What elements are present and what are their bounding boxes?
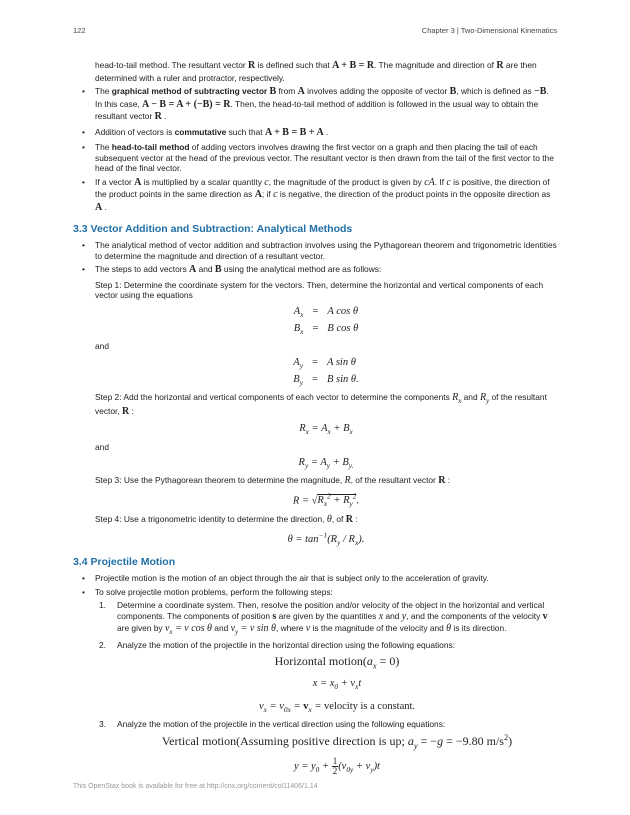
chapter-header: Chapter 3 | Two-Dimensional Kinematics [421, 26, 557, 35]
step-3: Step 3: Use the Pythagorean theorem to determine the magnitude, R, of the resultant vector R : [95, 475, 451, 487]
section-3-3-list [73, 240, 557, 547]
step-1: Step 1: Determine the coordinate system for the vectors. Then, determine the horizontal and vertical components of each vector using the equations [95, 279, 544, 301]
continuation-paragraph: head-to-tail method. The resultant vector R is defined such that A + B = R. The magnitude and direction of R are then determined with a ruler and protractor, respectively. [95, 60, 537, 83]
step-2: Step 2: Add the horizontal and vertical components of each vector to determine the components $R_x$ and $R_y$ of the resultant vector, R : [95, 392, 547, 417]
list-item: • The graphical method of subtracting vector B from A involves adding the opposite of vector B, which is defined as −B. In this case, A − B = A + (−B) = R. Then, the head-to-tail method of addition is followed in the usual way to obtain the resultant vector R . [73, 86, 557, 124]
section-heading-3-4: 3.4 Projectile Motion [73, 556, 176, 568]
equation-rx: $R_x = A_x + B_x$ [299, 423, 353, 437]
list-item: • Addition of vectors is commutative such that A + B = B + A . [73, 127, 557, 140]
page-content [73, 60, 557, 781]
list-item: 1. Determine a coordinate system. Then, resolve the position and/or velocity of the object in the horizontal and vertical components. The components of position s are given by the quantities x and y, and the components of the velocity v are given by $v_x = v$ cos θ and $v_y = v$ sin θ, where v is the magnitude of the velocity and θ is its direction. [99, 600, 548, 637]
list-item: • The head-to-tail method of adding vectors involves drawing the first vector on a graph and then placing the tail of each subsequent vector at the head of the previous vector. The resultant vector is then drawn from the tail of the first vector to the head of the final vector. [73, 142, 557, 174]
section-heading-3-3: 3.3 Vector Addition and Subtraction: Analytical Methods [73, 223, 353, 235]
equation-magnitude: $R = √R_x^2 + R_y^2$. [292, 491, 360, 509]
equation-components-x: $A_x$ = A cos θ $B_x$ = B cos θ [293, 305, 359, 336]
list-item: 3. Analyze the motion of the projectile in the vertical direction using the following equations: Vertical motion(Assuming positive direction is up; $a_y = -g = -9.80$ $m/s^2$) $y = y_0$ + $\frac{1}{2}$ $(v_{0y} + v_y)t$ [95, 719, 557, 776]
list-item: • To solve projectile motion problems, perform the following steps: 1. Determine a coordinate system. Then, resolve the position and/or velocity of the object in the horizontal and vertical components. The components of position s are given by the quantities x and y, and the components of the velocity v are given by $v_x = v$ cos θ and $v_y = v$ sin θ, where v is the magnitude of the velocity and θ is its direction. 2. Analyze the motion of the projectile in the horizontal direction using the following equations: Horizontal $motion(a_x = 0)$ $x = x_0 + v_xt$ $v_x = v_{0x} = v_x$ = velocity is a constant. 3. Analyze the motion of the projectile in the vertical direction using the following equations: Vertical motion(Assuming positive direction is up; $a_y = -g = -9.80$ $m/s^2$) $y = y_0$ + $\frac{1}{2}$ $(v_{0y} + v_y)t$ [73, 587, 557, 777]
equation-vertical-motion: Vertical motion(Assuming positive direction is up; $a_y = -g = -9.80$ $m/s^2$) $y = y_0$ + $\frac{1}{2}$ $(v_{0y} + v_y)t$ [161, 733, 513, 777]
summary-list [73, 86, 557, 214]
list-item: • The steps to add vectors A and B using the analytical method are as follows: Step 1: Determine the coordinate system for the vectors. Then, determine the horizontal and vertical components of each vector using the equations $A_x$ = A cos θ $B_x$ = B cos θ and $A_y$ = A sin θ $B_y$ = B sin θ. Step 2: Add the horizontal and vertical components of each vector to determine the components $R_x$ and $R_y$ of the resultant vector, R : $R_x = A_x + B_x$ and $R_y = A_y + B_{y.}$ Step 3: Use the Pythagorean theorem to determine the magnitude, R, of the resultant vector R : $R = √R_x^2 + R_y^2$. Step 4: Use a trigonometric identity to determine the direction, θ, of R : $\theta = \tan^{-1}(R_y / R_x)$. [73, 264, 557, 547]
section-3-4-list [73, 573, 557, 776]
page-number: 122 [73, 26, 86, 35]
footer-note: This OpenStax book is available for free at http://cnx.org/content/col11406/1.14 [73, 783, 318, 790]
step-4: Step 4: Use a trigonometric identity to determine the direction, θ, of R : [95, 513, 358, 525]
equation-ry: $R_y = A_y + B_{y.}$ [298, 457, 354, 471]
equation-horizontal-motion: Horizontal $motion(a_x = 0)$ $x = x_0 + v_xt$ $v_x = v_{0x} = v_x$ = velocity is a constant. [258, 654, 416, 714]
list-item: • If a vector A is multiplied by a scalar quantity c, the magnitude of the product is given by cA. If c is positive, the direction of the product points in the same direction as A; if c is negative, the direction of the product points in the opposite direction as A . [73, 177, 557, 215]
projectile-steps [95, 600, 557, 776]
list-item: 2. Analyze the motion of the projectile in the horizontal direction using the following equations: Horizontal $motion(a_x = 0)$ $x = x_0 + v_xt$ $v_x = v_{0x} = v_x$ = velocity is a constant. [95, 640, 557, 714]
list-item: • The analytical method of vector addition and subtraction involves using the Pythagorean theorem and trigonometric identities to determine the magnitude and direction of a resultant vector. [73, 240, 557, 261]
and-text: and [95, 341, 109, 352]
list-item: • Projectile motion is the motion of an object through the air that is subject only to the acceleration of gravity. [73, 573, 557, 584]
and-text: and [95, 441, 109, 452]
equation-components-y: $A_y$ = A sin θ $B_y$ = B sin θ. [293, 356, 359, 388]
equation-direction: $\theta = \tan^{-1}(R_y / R_x)$. [287, 530, 365, 547]
